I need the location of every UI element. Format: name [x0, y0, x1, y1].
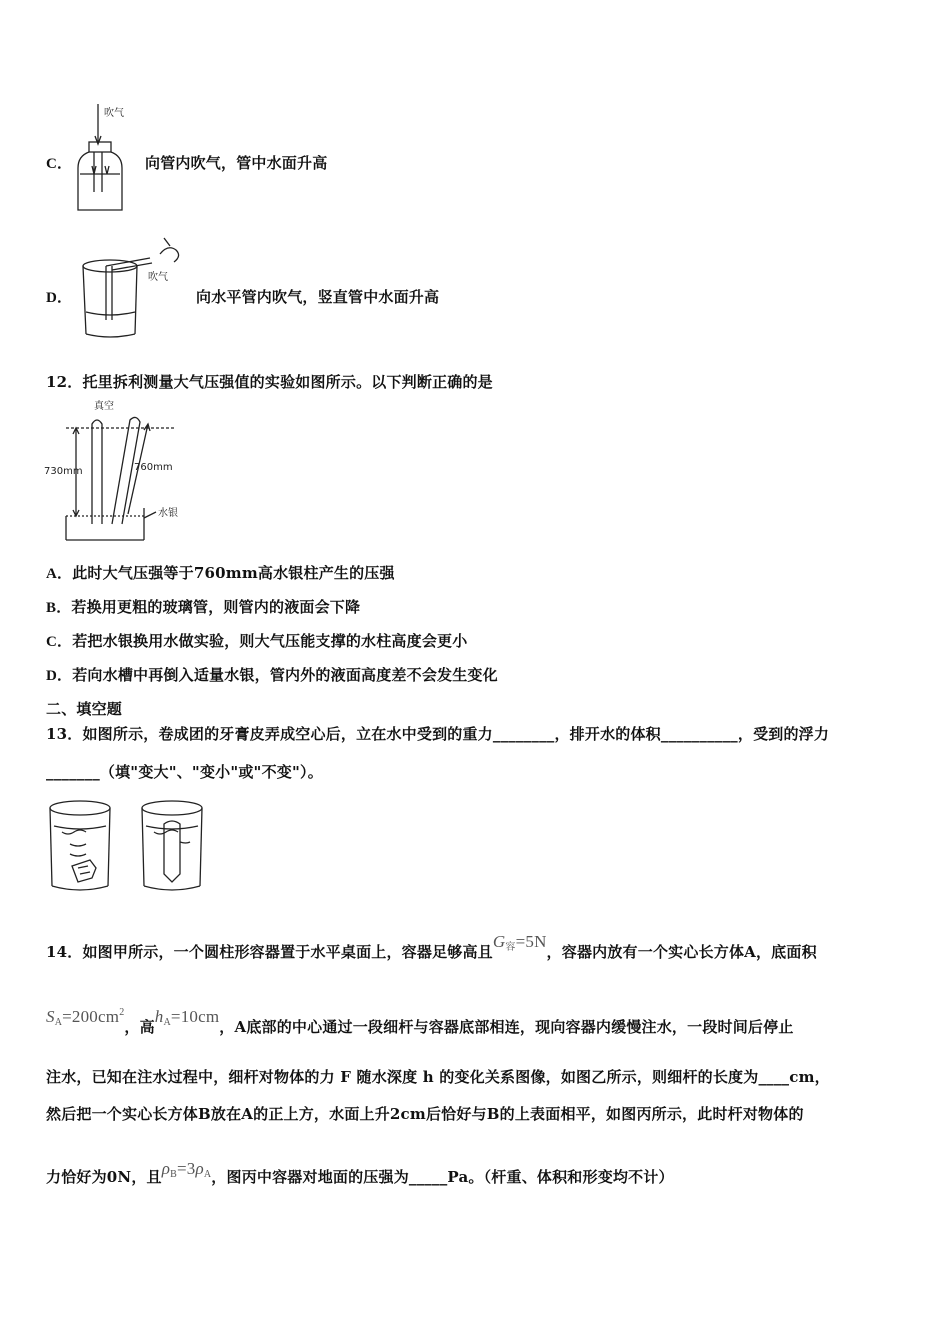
- q12-number: 12．: [46, 373, 83, 391]
- q14-line5-text-b: ，图丙中容器对地面的压强为_____Pa。（杆重、体积和形变均不计）: [211, 1168, 674, 1186]
- q12-option-a-text: 此时大气压强等于760mm高水银柱产生的压强: [72, 564, 395, 582]
- h1-label: 730mm: [44, 466, 83, 477]
- option-d-figure: [78, 236, 188, 346]
- h-subscript: A: [163, 1017, 171, 1028]
- s-value: =200cm: [62, 1007, 120, 1026]
- q12-stem-text: 托里拆利测量大气压强值的实验如图所示。以下判断正确的是: [82, 373, 493, 391]
- h-height-formula: [155, 1007, 219, 1026]
- s-superscript: 2: [119, 1007, 125, 1018]
- q14-line3: 注水，已知在注水过程中，细杆对物体的力 F 随水深度 h 的变化关系图像，如图乙所示，则细杆的长度为____cm，: [46, 1068, 830, 1086]
- q14-line1-text-b: ，容器内放有一个实心长方体A，底面积: [546, 943, 817, 961]
- h-symbol: h: [154, 1007, 164, 1026]
- torricelli-figure: [44, 398, 214, 540]
- option-d: [46, 286, 72, 307]
- q14-line2: [46, 1007, 794, 1038]
- q14-line2-text-a: ，高: [124, 1018, 155, 1036]
- rho-b-symbol: ρ: [161, 1159, 171, 1178]
- q12-stem: [46, 371, 493, 392]
- q14-line4: 然后把一个实心长方体B放在A的正上方，水面上升2cm后恰好与B的上表面相平，如图丙所示，此时杆对物体的: [46, 1105, 804, 1123]
- q12-option-a: [46, 562, 395, 583]
- q12-option-d-text: 若向水槽中再倒入适量水银，管内外的液面高度差不会发生变化: [72, 666, 498, 684]
- density-formula: [162, 1159, 212, 1178]
- q14-line1: [46, 932, 817, 963]
- option-d-label: D．: [46, 290, 73, 306]
- q12-option-a-label: A．: [46, 566, 73, 582]
- q12-option-b: [46, 596, 360, 617]
- q13-figure: [44, 798, 214, 896]
- section-title: 二、填空题: [46, 700, 123, 718]
- q12-option-b-label: B．: [46, 600, 72, 616]
- h2-label: 760mm: [134, 462, 173, 473]
- option-d-fig-label: 吹气: [148, 272, 168, 283]
- s-area-formula: [46, 1007, 124, 1026]
- option-d-text: 向水平管内吹气，竖直管中水面升高: [196, 288, 440, 306]
- q12-option-d: [46, 664, 498, 685]
- rho-factor: =3: [177, 1159, 196, 1178]
- q14-line1-text-a: 14．如图甲所示，一个圆柱形容器置于水平桌面上，容器足够高且: [46, 943, 493, 961]
- mercury-label: 水银: [158, 508, 178, 519]
- s-subscript: A: [54, 1017, 63, 1028]
- g-subscript: 容: [505, 942, 516, 953]
- g-container-formula: [493, 932, 547, 951]
- rho-b-subscript: B: [170, 1169, 177, 1180]
- q12-option-c-text: 若把水银换用水做实验，则大气压能支撑的水柱高度会更小: [72, 632, 468, 650]
- q12-option-b-text: 若换用更粗的玻璃管，则管内的液面会下降: [71, 598, 361, 616]
- q14-line5: [46, 1159, 674, 1188]
- rho-a-subscript: A: [203, 1169, 212, 1180]
- option-c: [46, 152, 72, 173]
- q12-option-c: [46, 630, 467, 651]
- rho-a-symbol: ρ: [195, 1159, 204, 1178]
- option-c-text: 向管内吹气，管中水面升高: [145, 154, 328, 172]
- option-c-label: C．: [46, 156, 73, 172]
- q13-line2: _______（填"变大"、"变小"或"不变"）。: [46, 763, 323, 781]
- g-symbol: G: [492, 932, 506, 951]
- q14-line2-text-b: ，A底部的中心通过一段细杆与容器底部相连，现向容器内缓慢注水，一段时间后停止: [219, 1018, 794, 1036]
- q12-option-c-label: C．: [46, 634, 73, 650]
- s-symbol: S: [46, 1007, 55, 1026]
- q13-line1: 13．如图所示，卷成团的牙膏皮弄成空心后，立在水中受到的重力________，排开水的体积__________，受到的浮力: [46, 725, 830, 743]
- g-value: =5N: [515, 932, 547, 951]
- q12-option-d-label: D．: [46, 668, 73, 684]
- vacuum-label: 真空: [94, 401, 114, 412]
- h-value: =10cm: [170, 1007, 220, 1026]
- q14-line5-text-a: 力恰好为0N，且: [46, 1168, 162, 1186]
- option-c-figure: [72, 100, 132, 218]
- option-c-fig-label: 吹气: [104, 108, 124, 119]
